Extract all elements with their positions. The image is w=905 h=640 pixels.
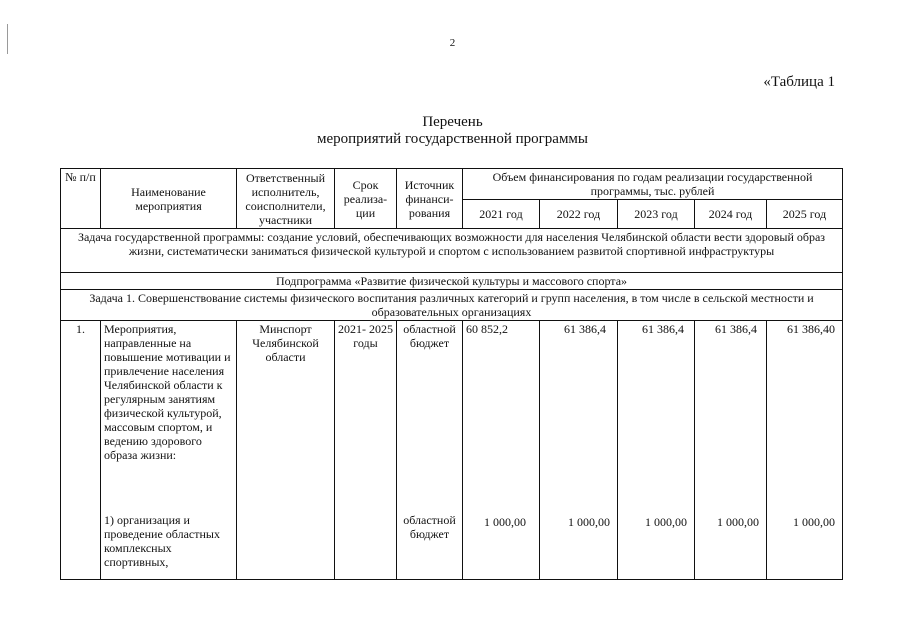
events-table (60, 168, 843, 580)
header-year-2024: 2024 год (695, 200, 767, 229)
sub-value-2024: 1 000,00 (717, 515, 759, 529)
sub-value-2021: 1 000,00 (484, 515, 526, 529)
event-name: Мероприятия, направленные на повышение мотивации и привлечение населения Челябинской области к регулярным занятиям физической культурой, массовым спортом, и ведению здорового образа жизни: (104, 322, 231, 462)
subprogram-row (61, 273, 843, 290)
row-name-cell (101, 321, 237, 580)
program-task-row (61, 229, 843, 273)
value-2021: 60 852,2 (466, 322, 508, 336)
sub-value-2023: 1 000,00 (645, 515, 687, 529)
header-year-2022: 2022 год (540, 200, 618, 229)
executor: Минспорт Челябинской области (237, 321, 335, 580)
header-year-2025: 2025 год (767, 200, 843, 229)
task1-row (61, 290, 843, 321)
value-cell-2021 (463, 321, 540, 580)
header-executor: Ответственный исполнитель, соисполнители, участники (237, 169, 335, 229)
funding-source: областной бюджет (403, 322, 456, 350)
program-task: Задача государственной программы: создание условий, обеспечивающих возможности для населения Челябинской области вести здоровый образ жизни, систематически заниматься физической культурой и спортом с использованием развитой спортивной инфраструктуры (61, 229, 843, 273)
source-cell (397, 321, 463, 580)
table-caption: «Таблица 1 (763, 74, 835, 90)
header-term: Срок реализа- ции (335, 169, 397, 229)
sub-funding-source: областной бюджет (403, 513, 456, 541)
subprogram-title: Подпрограмма «Развитие физической культуры и массового спорта» (61, 273, 843, 290)
value-2024: 61 386,4 (715, 322, 757, 336)
value-2022: 61 386,4 (564, 322, 606, 336)
sub-event-name: 1) организация и проведение областных комплексных спортивных, (104, 513, 220, 569)
header-year-2023: 2023 год (618, 200, 695, 229)
header-funding: Объем финансирования по годам реализации государственной программы, тыс. рублей (463, 169, 843, 200)
value-cell-2023 (618, 321, 695, 580)
header-name: Наименование мероприятия (101, 169, 237, 229)
document-subtitle: мероприятий государственной программы (316, 131, 589, 147)
value-cell-2022 (540, 321, 618, 580)
document-title: Перечень (422, 114, 483, 130)
value-cell-2024 (695, 321, 767, 580)
value-cell-2025 (767, 321, 843, 580)
header-source: Источник финанси- рования (397, 169, 463, 229)
term: 2021- 2025 годы (335, 321, 397, 580)
page-number: 2 (449, 37, 456, 49)
sub-value-2025: 1 000,00 (793, 515, 835, 529)
row-number: 1. (61, 321, 101, 580)
value-2025: 61 386,40 (787, 322, 835, 336)
table-row (61, 321, 843, 580)
header-row (61, 169, 843, 200)
task1-title: Задача 1. Совершенствование системы физического воспитания различных категорий и групп населения, в том числе в сельской местности и образовательных организациях (61, 290, 843, 321)
sub-value-2022: 1 000,00 (568, 515, 610, 529)
value-2023: 61 386,4 (642, 322, 684, 336)
header-num: № п/п (61, 169, 101, 229)
header-year-2021: 2021 год (463, 200, 540, 229)
